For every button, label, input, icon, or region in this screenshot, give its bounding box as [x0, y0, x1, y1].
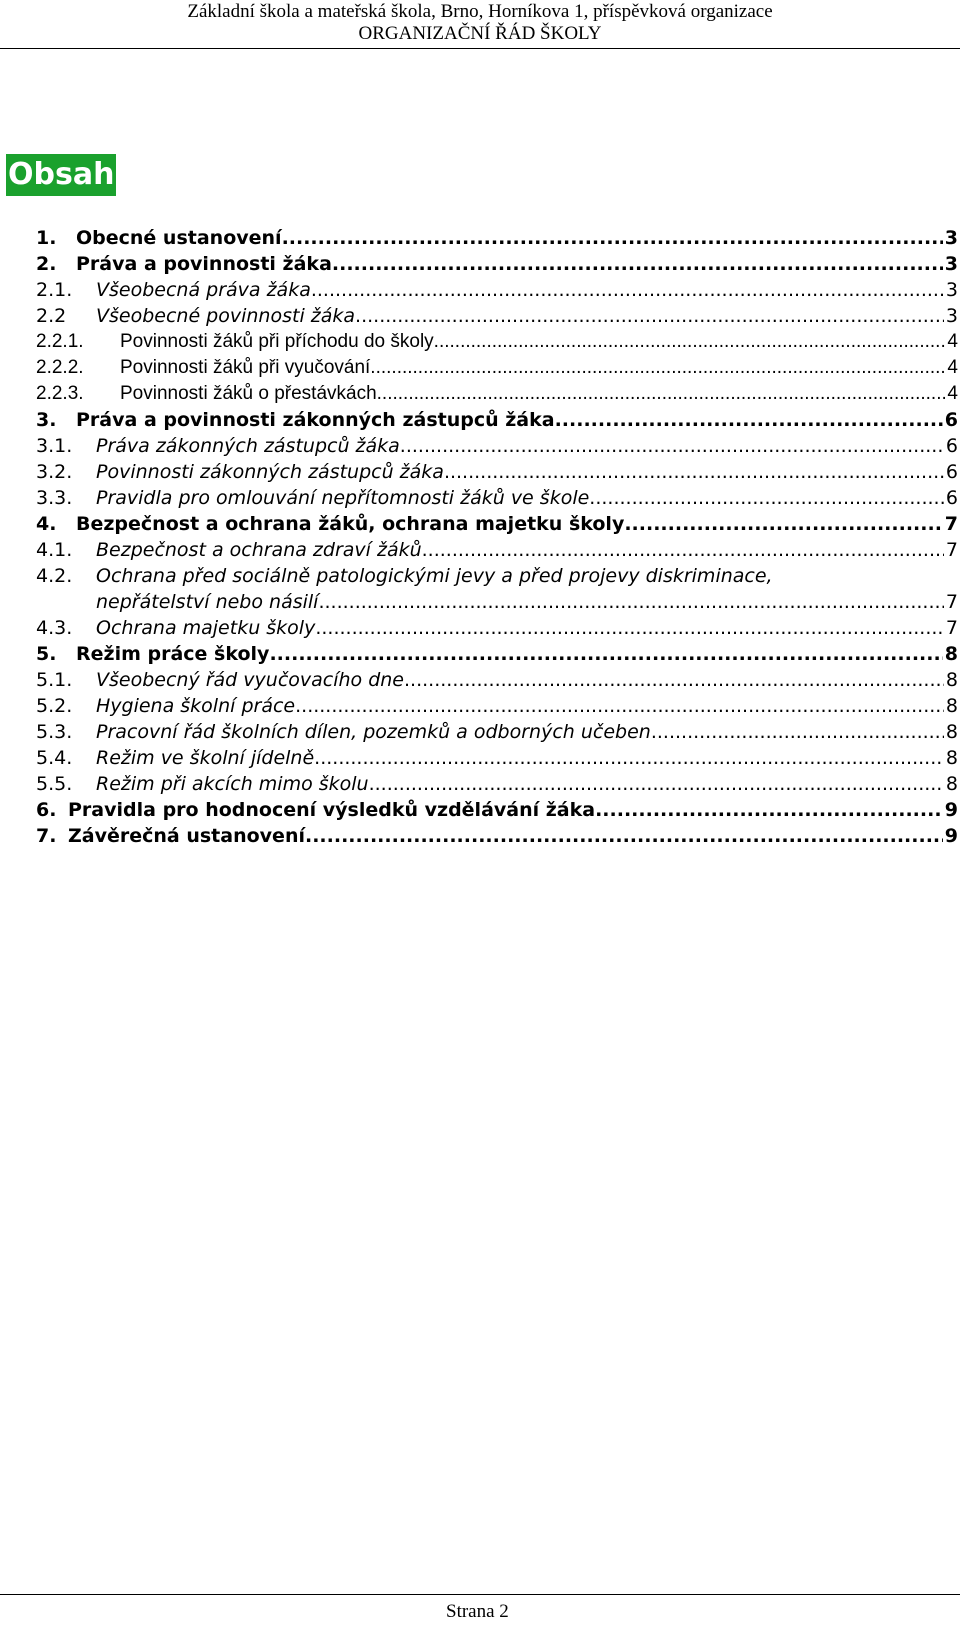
toc-dot-leader [651, 719, 944, 745]
toc-entry-title: Práva zákonných zástupců žáka [96, 435, 400, 457]
toc-dot-leader [318, 589, 943, 615]
toc-entry-page: 8 [945, 773, 958, 795]
toc-dot-leader [422, 537, 944, 563]
toc-dot-leader [370, 355, 945, 381]
toc-dot-leader [624, 511, 942, 537]
toc-entry-title: Režim při akcích mimo školu [96, 773, 369, 795]
toc-entry-number: 2.1. [36, 279, 73, 301]
toc-entry-page: 6 [945, 461, 958, 483]
toc-entry-4-2-continued[interactable] [36, 589, 958, 615]
toc-dot-leader [444, 459, 944, 485]
toc-entry-7[interactable] [36, 823, 958, 849]
toc-entry-number: 2.2.1. [36, 331, 84, 352]
toc-entry-title: Povinnosti žáků při příchodu do školy [120, 331, 434, 352]
toc-entry-number: 3.1. [36, 435, 73, 457]
toc-entry-4[interactable] [36, 511, 958, 537]
toc-entry-2[interactable] [36, 251, 958, 277]
toc-entry-number: 6. [36, 799, 57, 821]
toc-dot-leader [314, 745, 944, 771]
toc-entry-3[interactable] [36, 407, 958, 433]
toc-entry-title: Bezpečnost a ochrana zdraví žáků [96, 539, 422, 561]
toc-entry-page: 9 [944, 799, 958, 821]
toc-entry-5[interactable] [36, 641, 958, 667]
toc-entry-number: 2.2.3. [36, 383, 84, 404]
toc-entry-6[interactable] [36, 797, 958, 823]
toc-entry-page: 8 [944, 643, 958, 665]
toc-entry-title: Bezpečnost a ochrana žáků, ochrana majetku školy [76, 513, 625, 535]
toc-entry-page: 3 [944, 227, 958, 249]
toc-entry-page: 3 [945, 305, 958, 327]
toc-entry-number: 5.4. [36, 747, 73, 769]
toc-entry-number: 4.2. [36, 565, 73, 587]
toc-heading: Obsah [6, 154, 116, 196]
toc-entry-number: 5. [36, 643, 57, 665]
toc-entry-number: 3.2. [36, 461, 73, 483]
toc-entry-title: Režim ve školní jídelně [96, 747, 315, 769]
toc-entry-title: Povinnosti žáků při vyučování [120, 357, 371, 378]
toc-entry-5-5[interactable] [36, 771, 958, 797]
toc-entry-3-1[interactable] [36, 433, 958, 459]
toc-entry-2-2-2[interactable] [36, 355, 958, 381]
page-footer [0, 1594, 960, 1635]
toc-entry-number: 4.1. [36, 539, 73, 561]
toc-entry-number: 4. [36, 513, 57, 535]
toc-entry-title: Všeobecná práva žáka [96, 279, 311, 301]
toc-dot-leader [434, 329, 946, 355]
toc-entry-number: 5.3. [36, 721, 73, 743]
page-number: Strana 2 [446, 1601, 509, 1622]
toc-dot-leader [355, 303, 944, 329]
toc-entry-title: Pravidla pro hodnocení výsledků vzdělávání žáka [68, 799, 596, 821]
page-header [0, 0, 960, 49]
toc-dot-leader [377, 381, 946, 407]
toc-entry-page: 8 [945, 721, 958, 743]
toc-dot-leader [311, 277, 944, 303]
toc-entry-title: Povinnosti zákonných zástupců žáka [96, 461, 444, 483]
toc-dot-leader [282, 225, 943, 251]
toc-entry-page: 3 [945, 279, 958, 301]
toc-entry-number: 3.3. [36, 487, 73, 509]
toc-entry-title: Povinnosti žáků o přestávkách [120, 383, 377, 404]
toc-dot-leader [555, 407, 943, 433]
toc-entry-title: Všeobecné povinnosti žáka [96, 305, 356, 327]
toc-entry-title: Obecné ustanovení [76, 227, 282, 249]
toc-dot-leader [332, 251, 943, 277]
toc-entry-2-2[interactable] [36, 303, 958, 329]
toc-entry-title-line1: Ochrana před sociálně patologickými jevy a před projevy diskriminace, [96, 565, 773, 587]
toc-entry-title: Všeobecný řád vyučovacího dne [96, 669, 404, 691]
toc-entry-number: 1. [36, 227, 57, 249]
toc-entry-page: 7 [945, 539, 958, 561]
toc-dot-leader [315, 615, 944, 641]
toc-entry-title: Režim práce školy [76, 643, 270, 665]
toc-entry-page: 7 [945, 617, 958, 639]
toc-dot-leader [305, 823, 943, 849]
toc-entry-5-2[interactable] [36, 693, 958, 719]
toc-dot-leader [400, 433, 944, 459]
toc-entry-4-1[interactable] [36, 537, 958, 563]
toc-entry-title: nepřátelství nebo násilí [96, 591, 319, 613]
toc-entry-title: Práva a povinnosti zákonných zástupců žáka [76, 409, 555, 431]
toc-dot-leader [589, 485, 944, 511]
toc-entry-number: 2.2.2. [36, 357, 84, 378]
toc-dot-leader [595, 797, 943, 823]
toc-entry-page: 4 [947, 357, 958, 378]
toc-dot-leader [295, 693, 944, 719]
toc-entry-3-2[interactable] [36, 459, 958, 485]
toc-dot-leader [269, 641, 942, 667]
toc-entry-page: 6 [944, 409, 958, 431]
header-document-title: ORGANIZAČNÍ ŘÁD ŠKOLY [358, 23, 602, 44]
toc-entry-page: 3 [944, 253, 958, 275]
toc-entry-page: 7 [944, 513, 958, 535]
toc-entry-page: 9 [944, 825, 958, 847]
toc-entry-page: 8 [945, 747, 958, 769]
toc-entry-2-2-1[interactable] [36, 329, 958, 355]
toc-entry-page: 6 [945, 435, 958, 457]
toc-entry-title: Pracovní řád školních dílen, pozemků a odborných učeben [96, 721, 651, 743]
toc-entry-title: Ochrana majetku školy [96, 617, 316, 639]
toc-entry-3-3[interactable] [36, 485, 958, 511]
toc-entry-number: 2. [36, 253, 57, 275]
toc-entry-page: 8 [945, 695, 958, 717]
toc-entry-4-3[interactable] [36, 615, 958, 641]
toc-dot-leader [369, 771, 944, 797]
toc-dot-leader [404, 667, 944, 693]
toc-entry-1[interactable] [36, 225, 958, 251]
toc-entry-title: Pravidla pro omlouvání nepřítomnosti žáků ve škole [96, 487, 590, 509]
toc-entry-number: 3. [36, 409, 57, 431]
toc-entry-number: 5.5. [36, 773, 73, 795]
toc-entry-number: 4.3. [36, 617, 73, 639]
toc-entry-title: Hygiena školní práce [96, 695, 296, 717]
toc-entry-2-1[interactable] [36, 277, 958, 303]
toc-entry-page: 4 [947, 383, 958, 404]
toc-entry-number: 2.2 [36, 305, 67, 327]
header-school-name: Základní škola a mateřská škola, Brno, Horníkova 1, příspěvková organizace [187, 1, 773, 22]
toc-entry-4-2[interactable] [36, 563, 958, 589]
toc-entry-title: Práva a povinnosti žáka [76, 253, 332, 275]
toc-entry-2-2-3[interactable] [36, 381, 958, 407]
table-of-contents [36, 225, 958, 849]
toc-entry-page: 7 [945, 591, 958, 613]
toc-entry-number: 5.1. [36, 669, 73, 691]
toc-entry-5-3[interactable] [36, 719, 958, 745]
toc-entry-page: 6 [945, 487, 958, 509]
toc-entry-5-1[interactable] [36, 667, 958, 693]
toc-entry-page: 4 [947, 331, 958, 352]
toc-entry-page: 8 [945, 669, 958, 691]
toc-entry-number: 7. [36, 825, 57, 847]
toc-entry-5-4[interactable] [36, 745, 958, 771]
toc-entry-number: 5.2. [36, 695, 73, 717]
toc-entry-title: Závěrečná ustanovení [68, 825, 305, 847]
